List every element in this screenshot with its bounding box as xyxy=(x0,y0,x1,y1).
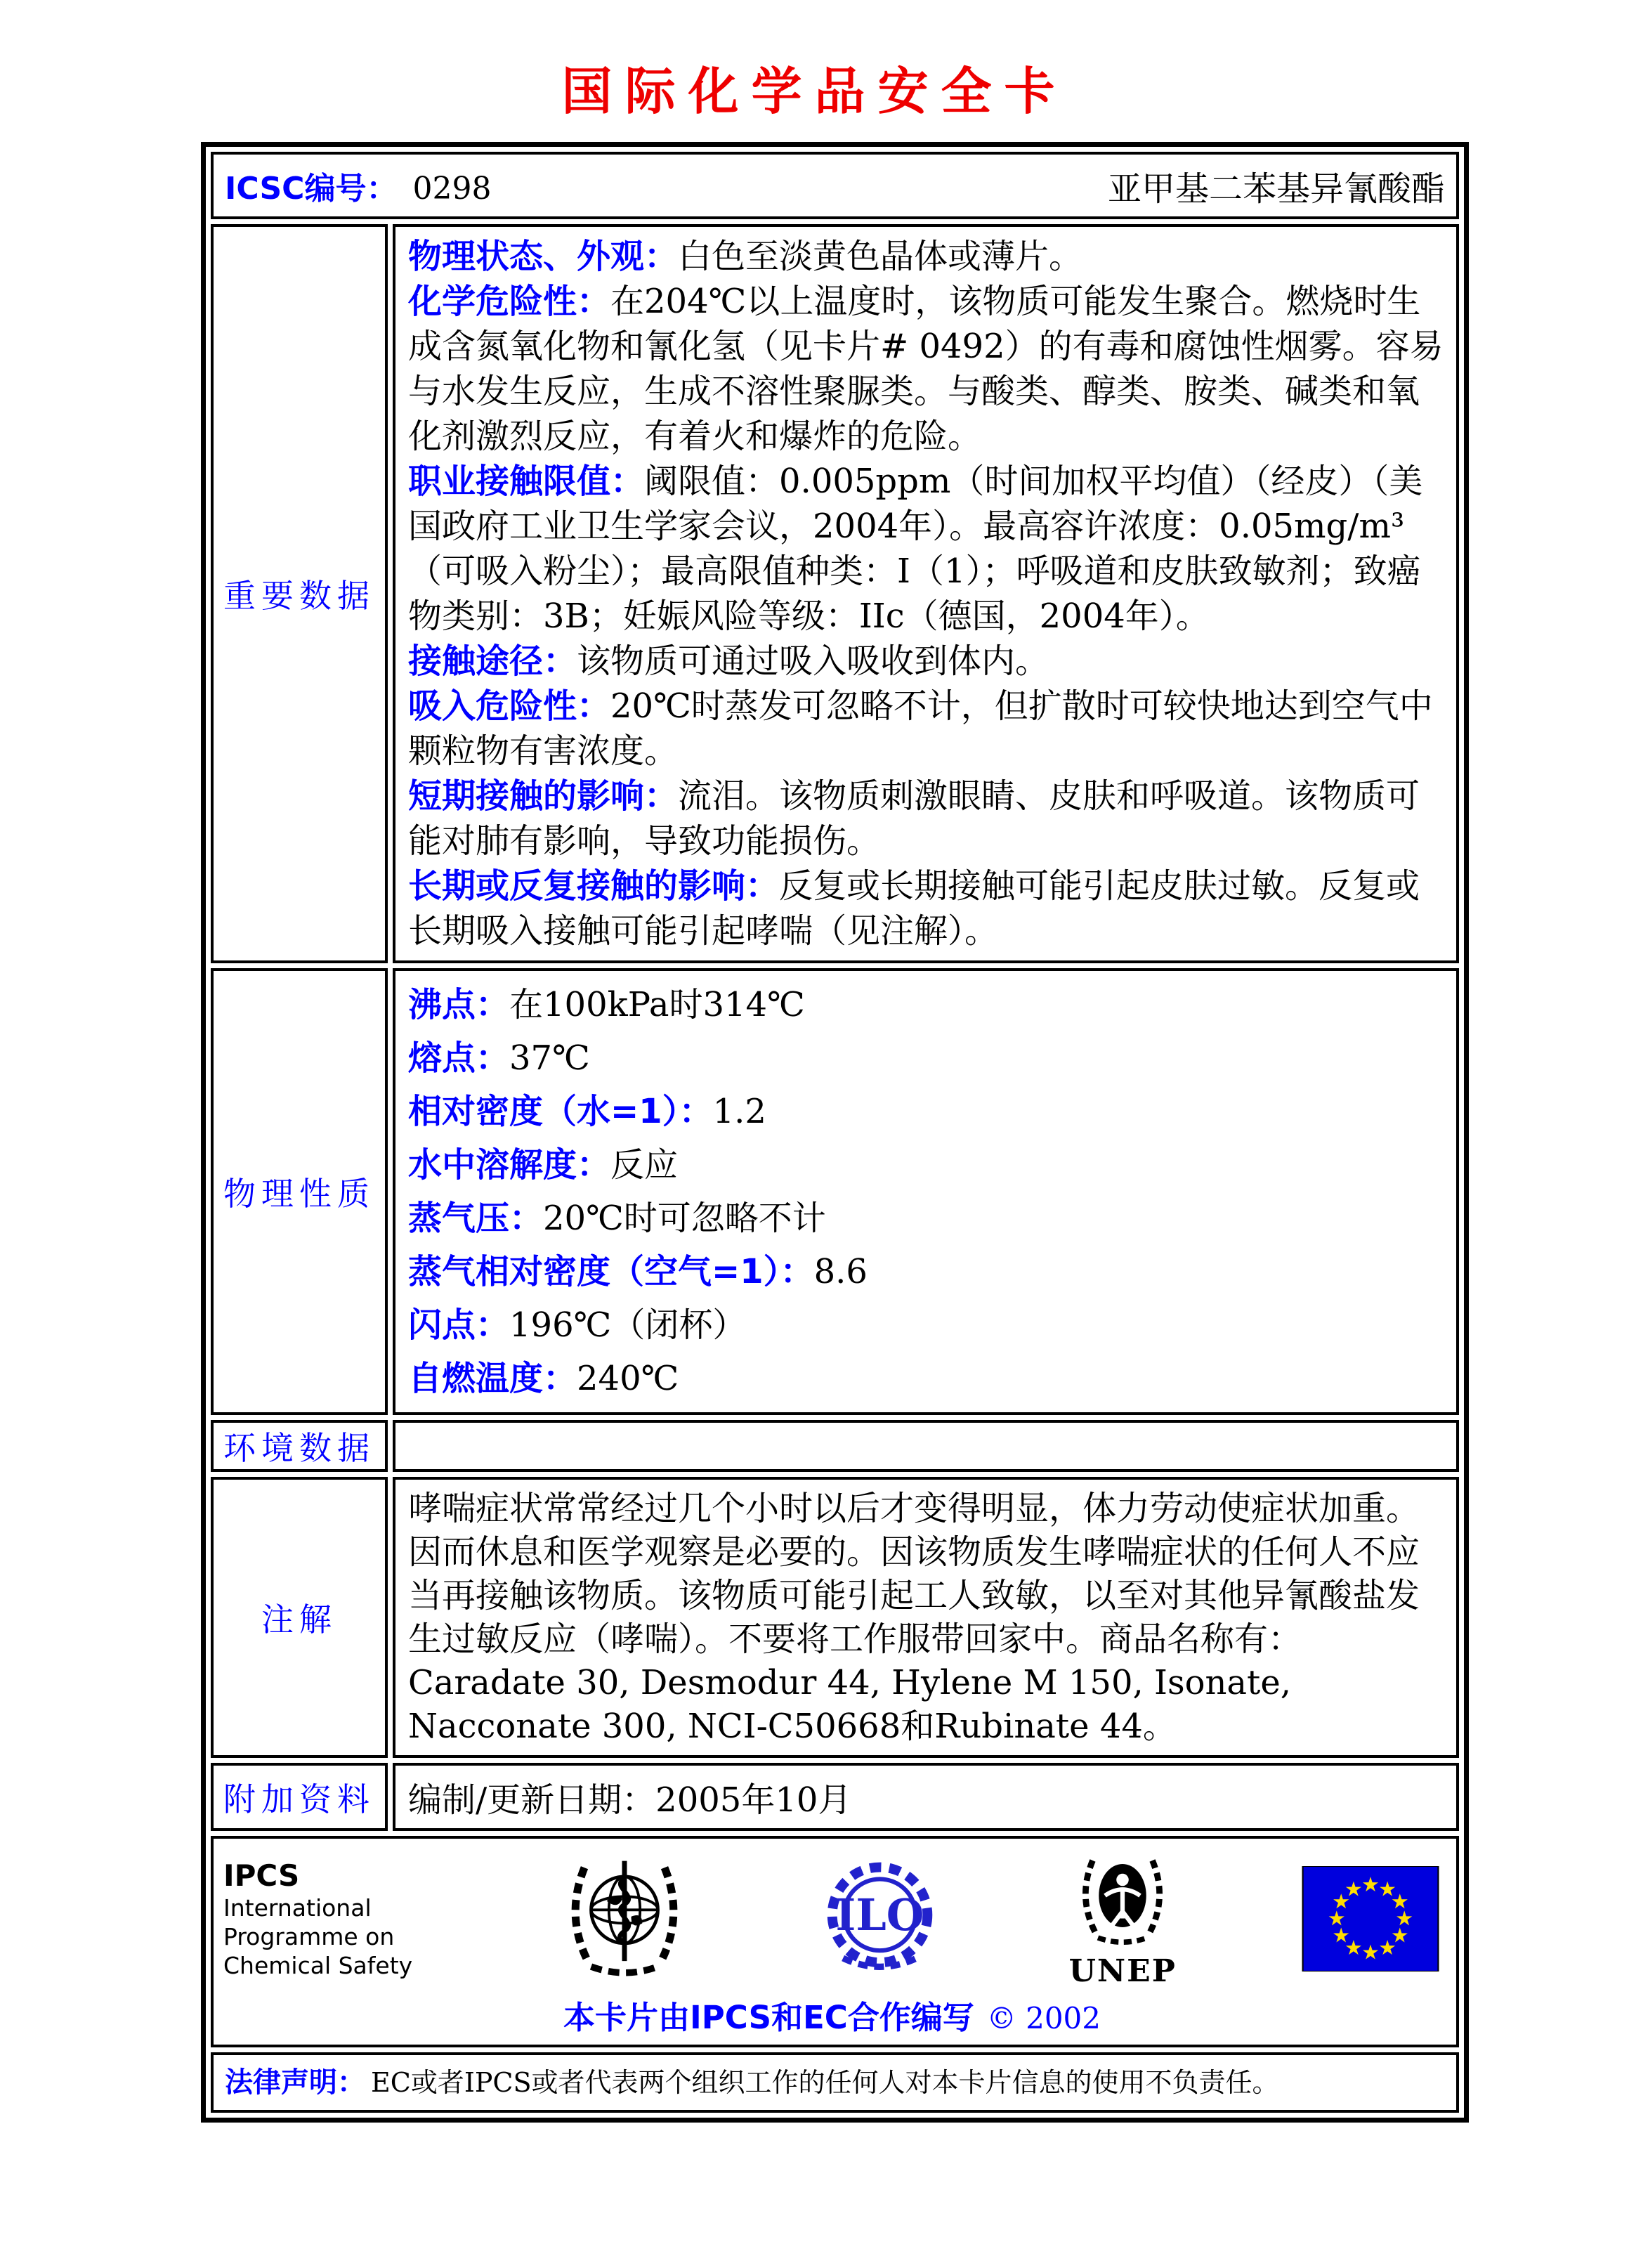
who-logo xyxy=(558,1852,691,1986)
item-label: 相对密度（水=1）： xyxy=(408,1092,713,1131)
item-label: 接触途径： xyxy=(408,641,577,681)
legal-label: 法律声明： xyxy=(225,2066,365,2099)
important-data-item xyxy=(408,774,1444,863)
caption-year: © 2002 xyxy=(986,2001,1101,2035)
chemical-name: 亚甲基二苯基异氰酸酯 xyxy=(1107,169,1445,209)
item-text: 该物质可通过吸入吸收到体内。 xyxy=(577,641,1049,681)
environmental-data-row xyxy=(211,1420,1459,1472)
item-text: 8.6 xyxy=(813,1252,868,1291)
important-data-row xyxy=(211,224,1459,963)
unep-block xyxy=(1069,1850,1177,1988)
item-label: 职业接触限值： xyxy=(408,462,645,501)
page-title: 国际化学品安全卡 xyxy=(561,61,1068,121)
item-label: 化学危险性： xyxy=(408,282,611,321)
environmental-data-content xyxy=(393,1420,1459,1472)
icsc-number-value: 0298 xyxy=(412,171,492,207)
organizations-footer-row xyxy=(211,1836,1459,2047)
item-label: 闪点： xyxy=(408,1305,510,1345)
item-text: 在100kPa时314℃ xyxy=(509,985,805,1024)
item-text: 196℃（闭杯） xyxy=(509,1305,747,1345)
icsc-number-group xyxy=(225,163,491,208)
legal-text: EC或者IPCS或者代表两个组织工作的任何人对本卡片信息的使用不负责任。 xyxy=(371,2067,1279,2098)
physical-property-item xyxy=(408,978,1444,1031)
item-text: 1.2 xyxy=(712,1092,766,1131)
item-text: 阈限值：0.005ppm（时间加权平均值）（经皮）（美国政府工业卫生学家会议，2004年）。最高容许浓度：0.05mg/m³（可吸入粉尘）；最高限值种类：I（1）；呼吸道和皮肤致敏剂；致癌物类别：3B；妊娠风险等级：IIc（德国，2004年）。 xyxy=(408,462,1423,636)
item-text: 20℃时可忽略不计 xyxy=(543,1199,826,1238)
item-text: 白色至淡黄色晶体或薄片。 xyxy=(678,237,1083,276)
caption-text: 本卡片由IPCS和EC合作编写 xyxy=(563,1999,974,2036)
physical-property-item xyxy=(408,1192,1444,1245)
important-data-item xyxy=(408,234,1444,279)
important-data-item xyxy=(408,684,1444,774)
notes-row xyxy=(211,1477,1459,1758)
physical-property-item xyxy=(408,1245,1444,1298)
item-label: 沸点： xyxy=(408,985,510,1024)
physical-property-item xyxy=(408,1352,1444,1405)
ipcs-text-block xyxy=(223,1858,434,1980)
physical-properties-content xyxy=(393,968,1459,1415)
physical-property-item xyxy=(408,1085,1444,1138)
organization-logos xyxy=(223,1849,1441,1989)
ipcs-name-line: International xyxy=(223,1894,372,1922)
item-label: 吸入危险性： xyxy=(408,686,611,726)
item-text: 在204℃以上温度时，该物质可能发生聚合。燃烧时生成含氮氧化物和氰化氢（见卡片# 0492）的有毒和腐蚀性烟雾。容易与水发生反应，生成不溶性聚脲类。与酸类、醇类、胺类、碱类和氧化剂激烈反应，有着火和爆炸的危险。 xyxy=(408,282,1444,456)
important-data-item xyxy=(408,459,1444,639)
eu-flag xyxy=(1300,1866,1441,1972)
physical-property-item xyxy=(408,1031,1444,1085)
item-label: 蒸气压： xyxy=(408,1199,544,1238)
notes-content xyxy=(393,1477,1459,1758)
item-label: 长期或反复接触的影响： xyxy=(408,866,780,906)
physical-properties-row xyxy=(211,968,1459,1415)
section-label-additional-info: 附加资料 xyxy=(211,1763,388,1831)
footer-caption xyxy=(223,1992,1441,2038)
item-text: 反复或长期接触可能引起皮肤过敏。反复或长期吸入接触可能引起哮喘（见注解）。 xyxy=(408,866,1420,951)
section-label-notes: 注解 xyxy=(211,1477,388,1758)
item-text: 240℃ xyxy=(577,1359,679,1398)
item-label: 物理状态、外观： xyxy=(408,237,679,276)
legal-notice-row xyxy=(211,2052,1459,2113)
icsc-number-label: ICSC编号： xyxy=(225,171,398,207)
ipcs-name-line: Chemical Safety xyxy=(223,1951,413,1979)
item-label: 蒸气相对密度（空气=1）： xyxy=(408,1252,814,1291)
important-data-item xyxy=(408,639,1444,684)
update-date-text: 编制/更新日期：2005年10月 xyxy=(408,1780,852,1820)
icsc-card-table xyxy=(201,142,1469,2123)
physical-property-item xyxy=(408,1138,1444,1192)
header-row xyxy=(211,152,1459,219)
item-label: 熔点： xyxy=(408,1038,510,1078)
item-label: 自燃温度： xyxy=(408,1359,577,1398)
section-label-important-data: 重要数据 xyxy=(211,224,388,963)
item-text: 37℃ xyxy=(509,1038,590,1078)
additional-info-content xyxy=(393,1763,1459,1831)
ilo-letters: ILO xyxy=(835,1889,924,1941)
item-text: 流泪。该物质刺激眼睛、皮肤和呼吸道。该物质可能对肺有影响，导致功能损伤。 xyxy=(408,776,1420,861)
unep-label: UNEP xyxy=(1068,1953,1177,1989)
notes-text: 哮喘症状常常经过几个小时以后才变得明显，体力劳动使症状加重。因而休息和医学观察是必要的。因该物质发生哮喘症状的任何人不应当再接触该物质。该物质可能引起工人致敏，以至对其他异氰酸盐发生过敏反应（哮喘）。不要将工作服带回家中。商品名称有：Caradate 30, Desmodur 44, Hylene M 150, Isonate, Nacconate 300, NCI-C50668和Rubinate 44。 xyxy=(408,1489,1420,1746)
ipcs-acronym: IPCS xyxy=(223,1858,300,1893)
ilo-logo xyxy=(815,1854,945,1984)
important-data-item xyxy=(408,279,1444,459)
legal-notice xyxy=(225,2065,1279,2100)
additional-info-row xyxy=(211,1763,1459,1831)
physical-property-item xyxy=(408,1298,1444,1352)
ipcs-name-line: Programme on xyxy=(223,1922,395,1950)
important-data-item xyxy=(408,863,1444,953)
section-label-environmental-data: 环境数据 xyxy=(211,1420,388,1472)
item-label: 短期接触的影响： xyxy=(408,776,679,816)
item-text: 20℃时蒸发可忽略不计，但扩散时可较快地达到空气中颗粒物有害浓度。 xyxy=(408,686,1433,771)
section-label-physical-properties: 物理性质 xyxy=(211,968,388,1415)
unep-logo xyxy=(1070,1850,1175,1955)
important-data-content xyxy=(393,224,1459,963)
item-label: 水中溶解度： xyxy=(408,1145,611,1185)
item-text: 反应 xyxy=(610,1145,679,1185)
